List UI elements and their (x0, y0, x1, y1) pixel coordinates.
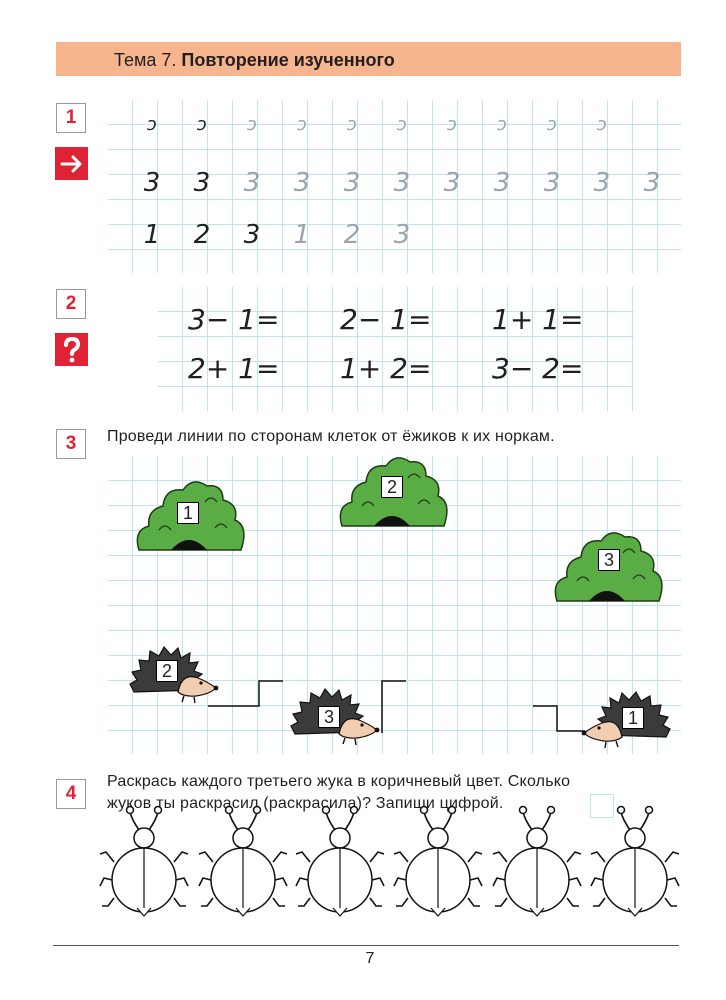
task-3-instruction: Проведи линии по сторонам клеток от ёжиков к их норкам. (107, 428, 555, 445)
math-expression: 1+ 1= (492, 303, 584, 336)
copy-digit: 1 (293, 220, 311, 250)
task-1-number: 1 (56, 103, 86, 133)
copy-digit: 3 (193, 168, 211, 198)
math-expression: 3− 1= (188, 303, 280, 336)
hedgehog-label-3: 3 (318, 706, 340, 728)
copy-digit: 3 (243, 168, 261, 198)
copy-stroke: ɔ (247, 114, 257, 135)
copy-stroke: ɔ (397, 114, 407, 135)
task-2-number: 2 (56, 289, 86, 319)
copy-stroke: ɔ (447, 114, 457, 135)
copy-stroke: ɔ (497, 114, 507, 135)
beetle-1[interactable] (100, 807, 188, 917)
burrow-label-2: 2 (381, 476, 403, 498)
copy-digit: 3 (243, 220, 261, 250)
beetle-3[interactable] (296, 807, 384, 917)
copy-digit: 1 (143, 220, 161, 250)
copy-digit: 3 (643, 168, 661, 198)
copy-digit: 3 (143, 168, 161, 198)
task-4-instruction-line-1: Раскрась каждого третьего жука в коричневый цвет. Сколько (107, 773, 571, 790)
copy-stroke: ɔ (347, 114, 357, 135)
topic-label: Тема 7. (114, 50, 177, 70)
copy-stroke: ɔ (197, 114, 207, 135)
math-expression: 1+ 2= (340, 352, 432, 385)
copy-stroke: ɔ (147, 114, 157, 135)
copy-digit: 3 (293, 168, 311, 198)
math-expression: 2− 1= (340, 303, 432, 336)
hedgehog-label-2: 2 (156, 660, 178, 682)
copy-digit: 3 (493, 168, 511, 198)
beetle-6[interactable] (591, 807, 679, 917)
copy-digit: 2 (343, 220, 361, 250)
hedgehog-label-1: 1 (622, 707, 644, 729)
task-4-number: 4 (56, 779, 86, 809)
topic-title: Повторение изученного (181, 50, 395, 70)
beetle-5[interactable] (493, 807, 581, 917)
math-expression: 3− 2= (492, 352, 584, 385)
copy-digit: 3 (393, 168, 411, 198)
copy-digit: 3 (343, 168, 361, 198)
footer-rule (53, 945, 679, 946)
copy-digit: 3 (543, 168, 561, 198)
copy-digit: 3 (443, 168, 461, 198)
copy-stroke: ɔ (597, 114, 607, 135)
math-expression: 2+ 1= (188, 352, 280, 385)
burrow-label-3: 3 (598, 549, 620, 571)
copy-digit: 3 (593, 168, 611, 198)
copy-stroke: ɔ (297, 114, 307, 135)
task-3-number: 3 (56, 429, 86, 459)
copy-stroke: ɔ (547, 114, 557, 135)
beetle-4[interactable] (394, 807, 482, 917)
copy-digit: 2 (193, 220, 211, 250)
page-number: 7 (365, 950, 375, 967)
beetle-2[interactable] (199, 807, 287, 917)
task-4-instruction-line-2: жуков ты раскрасил (раскрасила)? Запиши цифрой. (107, 795, 504, 812)
burrow-label-1: 1 (177, 502, 199, 524)
copy-digit: 3 (393, 220, 411, 250)
